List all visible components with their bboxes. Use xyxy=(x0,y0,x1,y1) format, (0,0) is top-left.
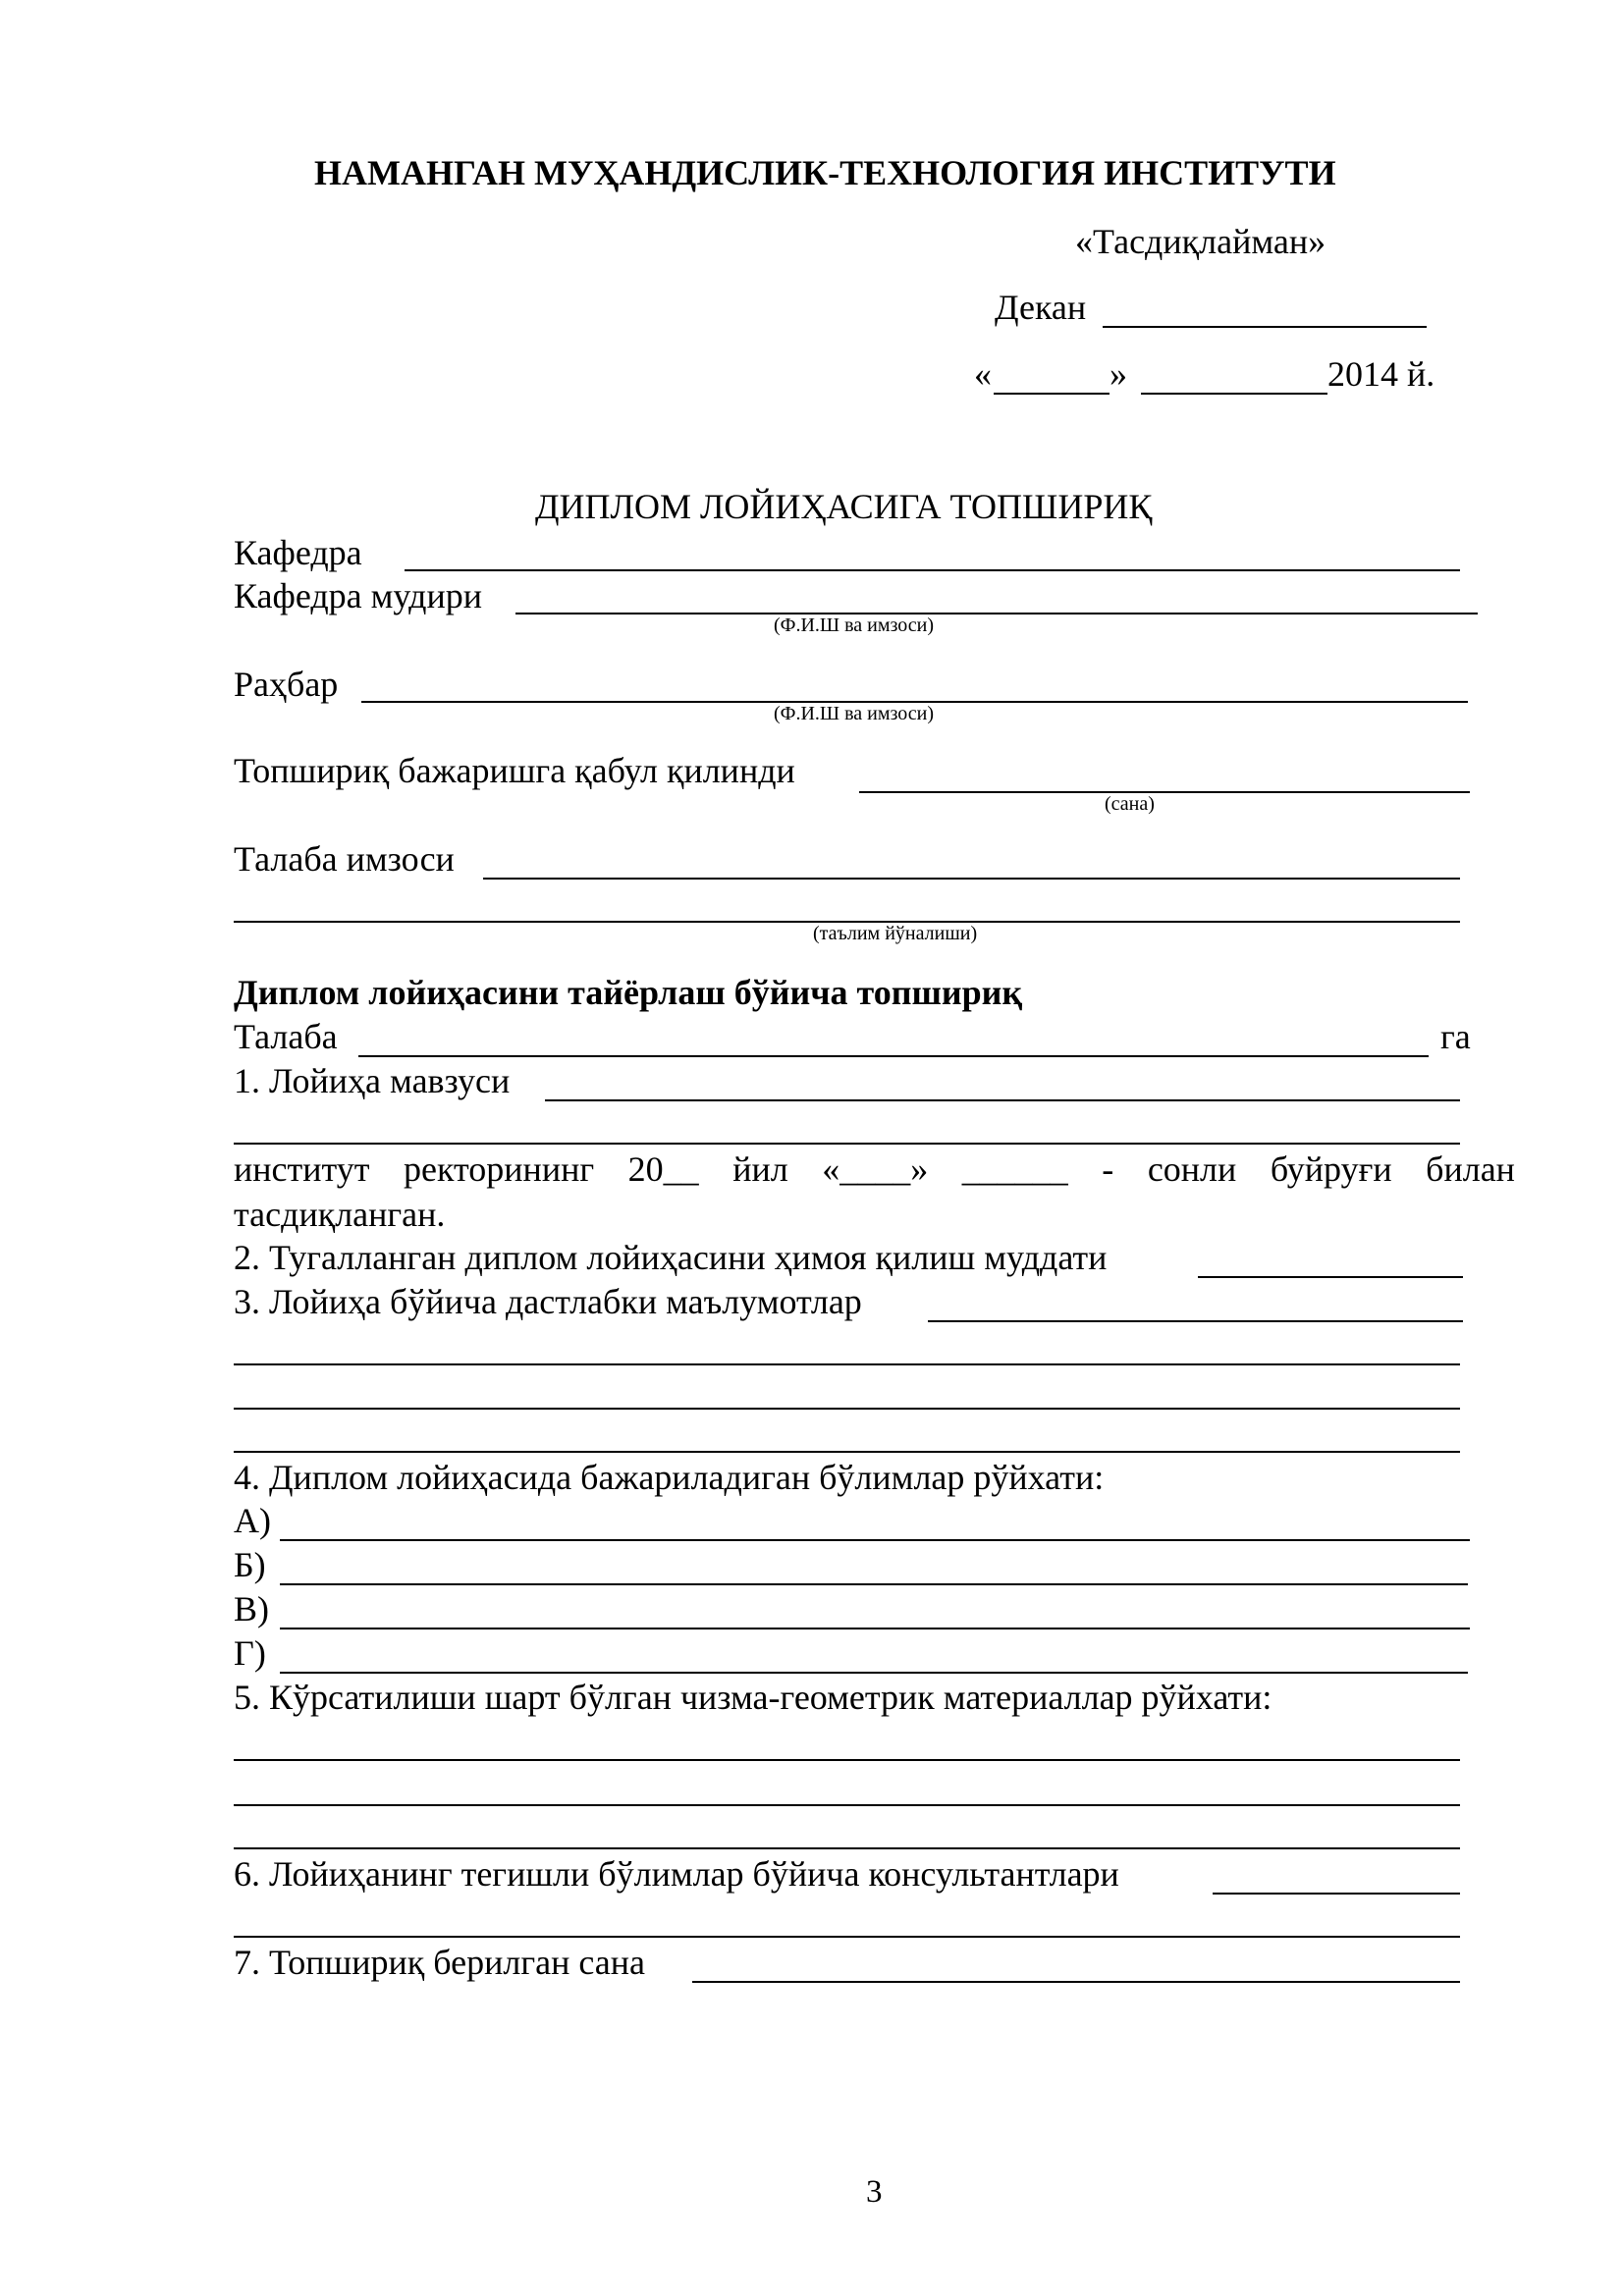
item7-line[interactable] xyxy=(692,1981,1460,1983)
item7-label: 7. Топшириқ берилган сана xyxy=(234,1943,645,1982)
section-a-label: А) xyxy=(234,1501,271,1540)
item3-label: 3. Лойиҳа бўйича дастлабки маълумотлар xyxy=(234,1282,862,1321)
decree-word: - xyxy=(1102,1149,1114,1189)
item1-line-2[interactable] xyxy=(234,1143,1460,1145)
decree-word: йил xyxy=(732,1149,788,1189)
decree-word: билан xyxy=(1426,1149,1515,1189)
student-sign-line[interactable] xyxy=(483,878,1460,880)
decree-word: 20__ xyxy=(627,1149,699,1189)
institute-title: НАМАНГАН МУҲАНДИСЛИК-ТЕХНОЛОГИЯ ИНСТИТУТИ xyxy=(314,153,1336,192)
fio-sign-hint-2: (Ф.И.Ш ва имзоси) xyxy=(774,703,935,724)
item5-line-2[interactable] xyxy=(234,1804,1460,1806)
item1-label: 1. Лойиҳа мавзуси xyxy=(234,1061,511,1100)
item3-line-4[interactable] xyxy=(234,1451,1460,1453)
decree-word: ректорининг xyxy=(404,1149,595,1189)
item2-label: 2. Тугалланган диплом лойиҳасини ҳимоя қилиш муддати xyxy=(234,1238,1108,1277)
section-b-line[interactable] xyxy=(280,1583,1468,1585)
kafedra-line[interactable] xyxy=(405,569,1460,571)
section-b-label: Б) xyxy=(234,1545,266,1584)
approved-text: тасдиқланган. xyxy=(234,1195,446,1234)
page-number: 3 xyxy=(866,2174,883,2210)
date-hint: (сана) xyxy=(1105,793,1155,815)
section-c-line[interactable] xyxy=(280,1628,1470,1629)
date-month-line[interactable] xyxy=(1141,393,1327,395)
supervisor-label: Раҳбар xyxy=(234,665,339,704)
task-heading: Диплом лойиҳасини тайёрлаш бўйича топшириқ xyxy=(234,973,1023,1012)
student-sign-label: Талаба имзоси xyxy=(234,839,455,879)
student-suffix: га xyxy=(1440,1017,1471,1056)
item2-line[interactable] xyxy=(1198,1276,1463,1278)
decree-word: институт xyxy=(234,1149,370,1189)
decree-word: сонли xyxy=(1147,1149,1237,1189)
date-close-quote: » xyxy=(1110,354,1127,394)
student-label: Талаба xyxy=(234,1017,338,1056)
fio-sign-hint-1: (Ф.И.Ш ва имзоси) xyxy=(774,614,935,636)
item4-label: 4. Диплом лойиҳасида бажариладиган бўлимлар рўйхати: xyxy=(234,1458,1105,1497)
decree-word: «____» xyxy=(822,1149,929,1189)
dean-label: Декан xyxy=(995,288,1087,327)
section-d-label: Г) xyxy=(234,1633,266,1673)
approve-label: «Тасдиқлайман» xyxy=(1075,222,1326,261)
accepted-label: Топшириқ бажаришга қабул қилинди xyxy=(234,751,795,790)
item5-line-1[interactable] xyxy=(234,1759,1460,1761)
kafedra-head-line[interactable] xyxy=(515,613,1478,614)
item5-label: 5. Кўрсатилиши шарт бўлган чизма-геометрик материаллар рўйхати: xyxy=(234,1678,1272,1717)
item6-line-2[interactable] xyxy=(234,1936,1460,1938)
year-label: 2014 й. xyxy=(1327,354,1435,394)
kafedra-head-label: Кафедра мудири xyxy=(234,576,483,615)
decree-line xyxy=(234,1148,1515,1190)
section-d-line[interactable] xyxy=(280,1672,1468,1674)
item6-label: 6. Лойиҳанинг тегишли бўлимлар бўйича консультантлари xyxy=(234,1854,1119,1894)
item3-line-3[interactable] xyxy=(234,1408,1460,1410)
direction-hint: (таълим йўналиши) xyxy=(813,923,978,944)
accepted-line[interactable] xyxy=(859,791,1470,793)
date-day-line[interactable] xyxy=(994,393,1110,395)
section-c-label: В) xyxy=(234,1589,269,1629)
decree-word: ______ xyxy=(961,1149,1068,1189)
item3-line-2[interactable] xyxy=(234,1363,1460,1365)
student-line[interactable] xyxy=(358,1055,1429,1057)
section-a-line[interactable] xyxy=(280,1539,1470,1541)
item5-line-3[interactable] xyxy=(234,1847,1460,1849)
item6-line[interactable] xyxy=(1213,1893,1460,1895)
decree-word: буйруғи xyxy=(1270,1149,1392,1189)
item3-line[interactable] xyxy=(928,1320,1463,1322)
dean-sign-line[interactable] xyxy=(1103,326,1427,328)
date-open-quote: « xyxy=(974,354,992,394)
kafedra-label: Кафедра xyxy=(234,533,362,572)
document-title: ДИПЛОМ ЛОЙИҲАСИГА ТОПШИРИҚ xyxy=(535,487,1153,526)
item1-line[interactable] xyxy=(545,1099,1460,1101)
